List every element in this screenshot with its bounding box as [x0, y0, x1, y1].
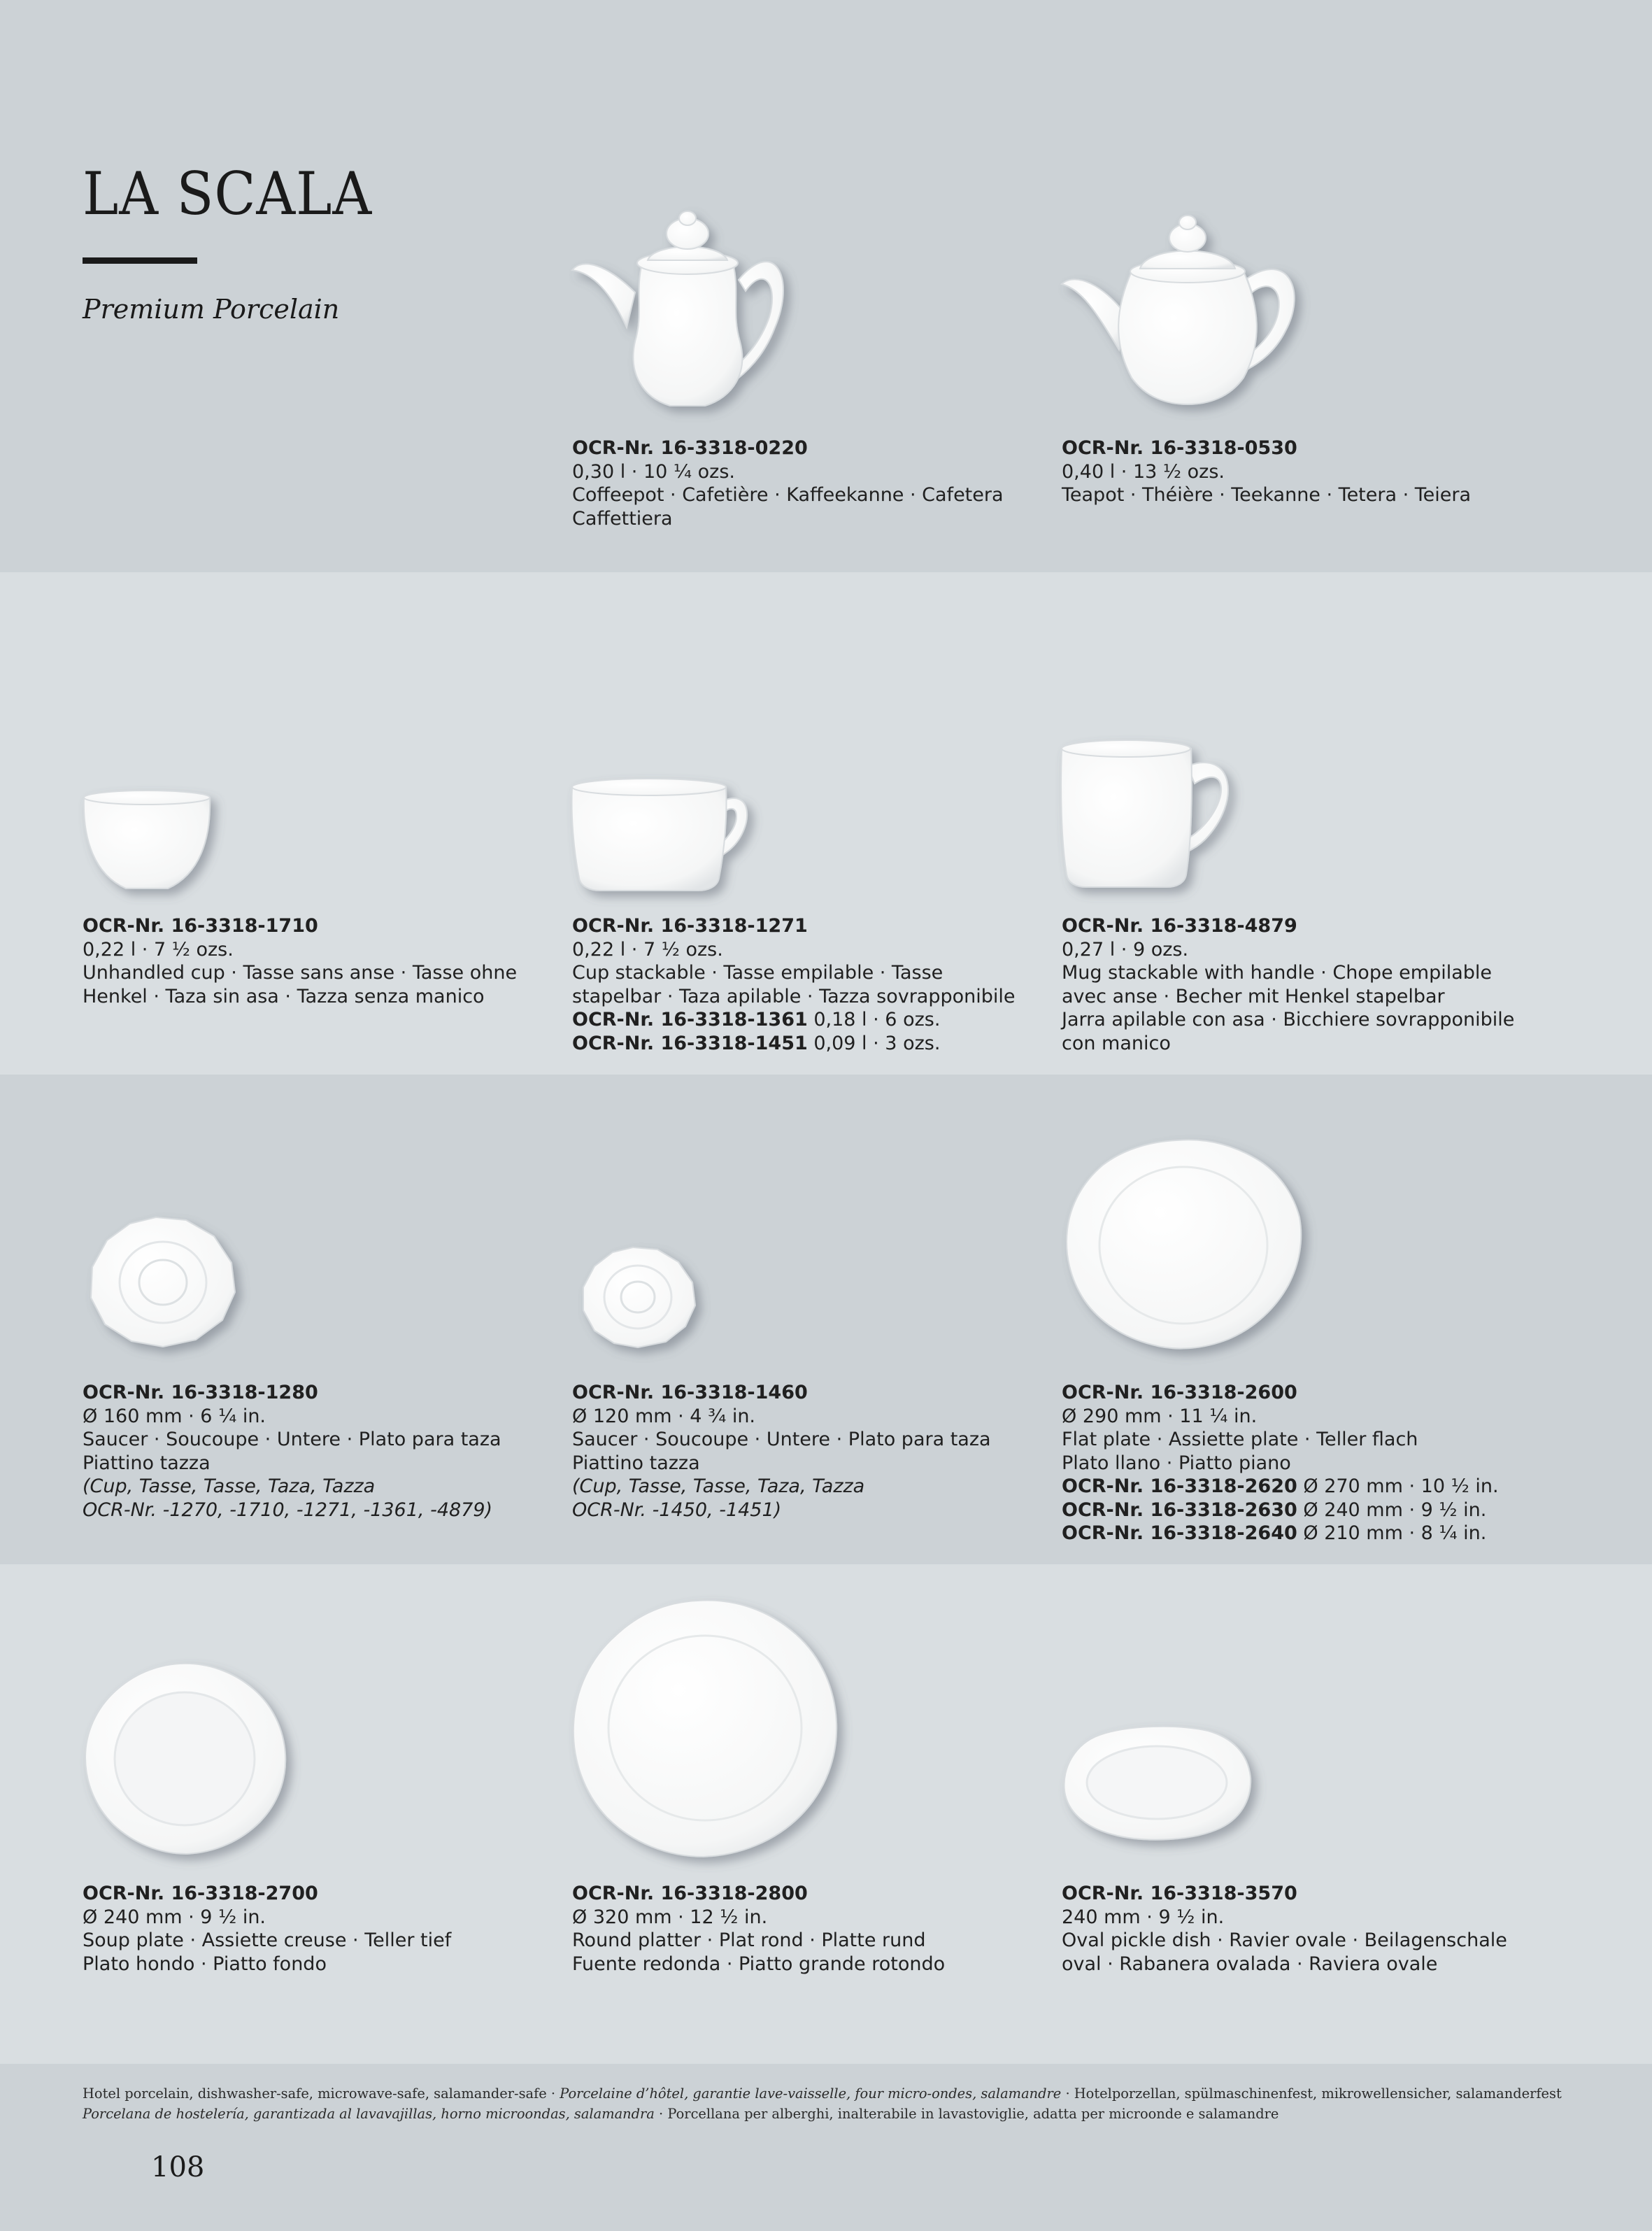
product-spec: 0,22 l · 7 ½ ozs.	[572, 938, 723, 961]
product-description: Oval pickle dish · Ravier ovale · Beilagenschale	[1062, 1929, 1507, 1951]
product-note: (Cup, Tasse, Tasse, Taza, Tazza	[83, 1475, 376, 1497]
variant-spec: 0,09 l · 3 ozs.	[813, 1032, 941, 1054]
product-variant	[572, 1008, 1055, 1032]
product-description: avec anse · Becher mit Henkel stapelbar	[1062, 985, 1445, 1007]
product-description: Plato hondo · Piatto fondo	[83, 1953, 327, 1975]
product-code: OCR-Nr. 16-3318-1460	[572, 1382, 808, 1403]
product-description: Flat plate · Assiette plate · Teller flach	[1062, 1429, 1418, 1450]
footer-text-de: · Hotelporzellan, spülmaschinenfest, mikrowellensicher, salamanderfest	[1061, 2085, 1562, 2102]
flat-plate-photo	[1058, 1135, 1323, 1366]
product-saucer-120	[572, 1381, 1055, 1522]
product-variant	[1062, 1522, 1544, 1545]
product-code: OCR-Nr. 16-3318-2600	[1062, 1382, 1297, 1403]
product-oval-pickle-dish	[1062, 1882, 1544, 1976]
product-saucer-160	[83, 1381, 565, 1522]
product-soup-plate	[83, 1882, 565, 1976]
saucer-120-photo	[574, 1244, 713, 1363]
saucer-160-photo	[83, 1214, 250, 1354]
product-code: OCR-Nr. 16-3318-2700	[83, 1883, 318, 1904]
product-unhandled-cup	[83, 914, 565, 1008]
footer-text-fr: Porcelaine d’hôtel, garantie lave-vaisselle, four micro-ondes, salamandre	[560, 2085, 1062, 2102]
variant-code: OCR-Nr. 16-3318-2630	[1062, 1499, 1297, 1521]
product-code: OCR-Nr. 16-3318-0220	[572, 437, 808, 459]
product-description: Piattino tazza	[572, 1452, 700, 1474]
product-description: Jarra apilable con asa · Bicchiere sovrapponibile	[1062, 1009, 1515, 1030]
product-description: oval · Rabanera ovalada · Raviera ovale	[1062, 1953, 1438, 1975]
product-spec: 0,27 l · 9 ozs.	[1062, 938, 1189, 961]
product-note: OCR-Nr. -1450, -1451)	[572, 1499, 782, 1521]
product-spec: 240 mm · 9 ½ in.	[1062, 1906, 1225, 1928]
product-spec: Ø 290 mm · 11 ¼ in.	[1062, 1405, 1258, 1427]
title-rule	[83, 257, 197, 264]
teapot-photo	[1055, 187, 1320, 425]
product-code: OCR-Nr. 16-3318-3570	[1062, 1883, 1297, 1904]
product-description: con manico	[1062, 1032, 1171, 1054]
soup-plate-photo	[78, 1659, 302, 1862]
product-description: Fuente redonda · Piatto grande rotondo	[572, 1953, 946, 1975]
product-round-platter	[572, 1882, 1055, 1976]
page-number: 108	[151, 2151, 205, 2183]
footer-text-es: Porcelana de hostelería, garantizada al lavavajillas, horno microondas, salamandra	[83, 2106, 655, 2122]
product-spec: 0,30 l · 10 ¼ ozs.	[572, 460, 735, 483]
page-title: LA SCALA	[83, 160, 373, 228]
product-description: Caffettiera	[572, 507, 673, 530]
product-code: OCR-Nr. 16-3318-1710	[83, 915, 318, 937]
product-description: Unhandled cup · Tasse sans anse · Tasse ohne	[83, 962, 518, 984]
product-description: Mug stackable with handle · Chope empilable	[1062, 962, 1493, 984]
product-description: Henkel · Taza sin asa · Tazza senza manico	[83, 985, 485, 1007]
footer-line-1	[83, 2083, 1593, 2104]
product-spec: 0,40 l · 13 ½ ozs.	[1062, 460, 1225, 483]
mug-stackable-photo	[1055, 735, 1258, 909]
product-note: (Cup, Tasse, Tasse, Taza, Tazza	[572, 1475, 865, 1497]
product-description: Cup stackable · Tasse empilable · Tasse	[572, 962, 944, 984]
product-variant	[1062, 1475, 1544, 1499]
product-description: Soup plate · Assiette creuse · Teller tief	[83, 1929, 452, 1951]
variant-spec: Ø 270 mm · 10 ½ in.	[1303, 1475, 1499, 1497]
footer-line-2	[83, 2104, 1593, 2124]
variant-spec: Ø 210 mm · 8 ¼ in.	[1303, 1522, 1487, 1544]
product-code: OCR-Nr. 16-3318-2800	[572, 1883, 808, 1904]
product-description: Plato llano · Piatto piano	[1062, 1452, 1291, 1474]
product-description: Piattino tazza	[83, 1452, 211, 1474]
product-description: Saucer · Soucoupe · Untere · Plato para taza	[83, 1429, 501, 1450]
product-code: OCR-Nr. 16-3318-4879	[1062, 915, 1297, 937]
footer-note	[83, 2083, 1593, 2124]
variant-code: OCR-Nr. 16-3318-1361	[572, 1009, 808, 1030]
product-variant	[1062, 1499, 1544, 1522]
round-platter-photo	[568, 1596, 848, 1876]
cup-stackable-photo	[565, 773, 761, 906]
variant-code: OCR-Nr. 16-3318-1451	[572, 1032, 808, 1054]
product-spec: Ø 320 mm · 12 ½ in.	[572, 1906, 768, 1928]
product-spec: Ø 160 mm · 6 ¼ in.	[83, 1405, 266, 1427]
product-code: OCR-Nr. 16-3318-1271	[572, 915, 808, 937]
product-code: OCR-Nr. 16-3318-0530	[1062, 437, 1297, 459]
product-flat-plate	[1062, 1381, 1544, 1545]
product-spec: 0,22 l · 7 ½ ozs.	[83, 938, 234, 961]
footer-text-it: · Porcellana per alberghi, inalterabile in lavastoviglie, adatta per microonde e salamandre	[654, 2106, 1279, 2122]
variant-spec: 0,18 l · 6 ozs.	[813, 1009, 941, 1030]
product-coffeepot	[572, 437, 1055, 530]
product-mug-stackable	[1062, 914, 1544, 1055]
product-description: Saucer · Soucoupe · Untere · Plato para taza	[572, 1429, 991, 1450]
product-description: Teapot · Théière · Teekanne · Tetera · Teiera	[1062, 484, 1472, 506]
product-spec: Ø 120 mm · 4 ¾ in.	[572, 1405, 756, 1427]
variant-spec: Ø 240 mm · 9 ½ in.	[1303, 1499, 1487, 1521]
product-description: Coffeepot · Cafetière · Kaffeekanne · Cafetera	[572, 484, 1004, 506]
product-teapot	[1062, 437, 1544, 507]
variant-code: OCR-Nr. 16-3318-2620	[1062, 1475, 1297, 1497]
variant-code: OCR-Nr. 16-3318-2640	[1062, 1522, 1297, 1544]
product-description: stapelbar · Taza apilable · Tazza sovrapponibile	[572, 985, 1016, 1007]
unhandled-cup-photo	[77, 784, 231, 902]
oval-pickle-dish-photo	[1058, 1722, 1267, 1855]
product-note: OCR-Nr. -1270, -1710, -1271, -1361, -4879)	[83, 1499, 493, 1521]
product-description: Round platter · Plat rond · Platte rund	[572, 1929, 926, 1951]
product-cup-stackable	[572, 914, 1055, 1055]
coffeepot-photo	[565, 187, 803, 425]
product-spec: Ø 240 mm · 9 ½ in.	[83, 1906, 266, 1928]
page-subtitle: Premium Porcelain	[83, 294, 340, 325]
footer-text-en: Hotel porcelain, dishwasher-safe, microwave-safe, salamander-safe ·	[83, 2085, 560, 2102]
product-code: OCR-Nr. 16-3318-1280	[83, 1382, 318, 1403]
product-variant	[572, 1032, 1055, 1056]
